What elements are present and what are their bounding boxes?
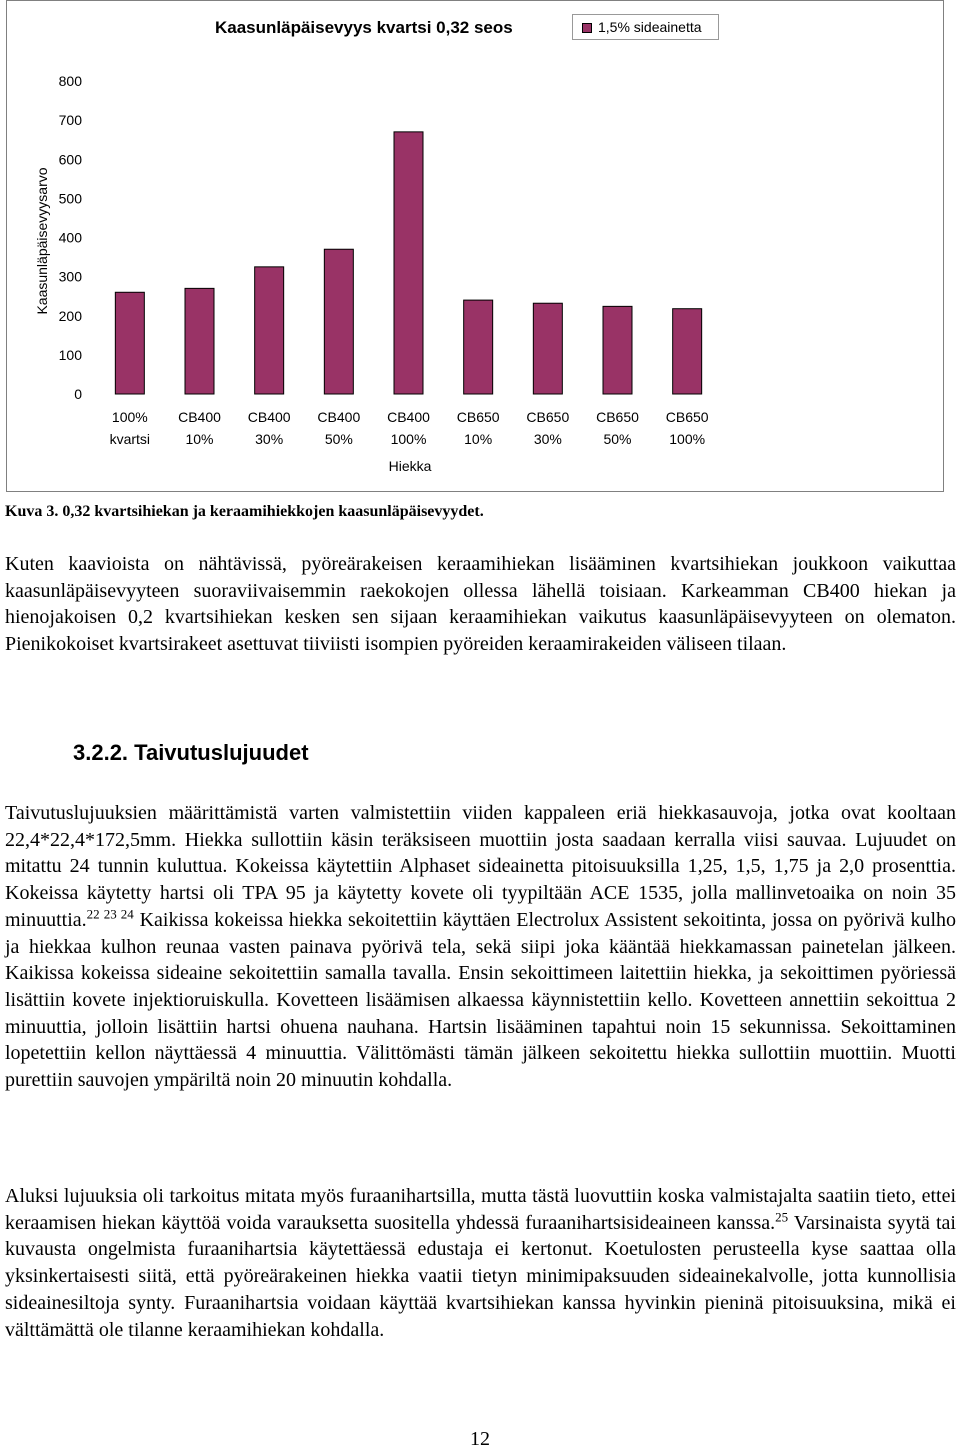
y-tick-label: 500 bbox=[58, 190, 82, 207]
chart-container bbox=[6, 0, 944, 492]
paragraph-3 bbox=[5, 1183, 956, 1343]
paragraph-3-text-a: Aluksi lujuuksia oli tarkoitus mitata myös furaanihartsilla, mutta tästä luovuttiin koska valmistajalta saatiin tieto, ettei keraamisen hiekan käyttöä voida varauksetta suositella yhdessä furaanihartsisideaineen kanssa. bbox=[5, 1185, 956, 1234]
page-number: 12 bbox=[470, 1428, 490, 1450]
chart-title: Kaasunläpäisevyys kvartsi 0,32 seos bbox=[215, 18, 513, 37]
x-category-label: 10% bbox=[464, 431, 493, 447]
x-category-label: CB400 bbox=[387, 409, 430, 425]
paragraph-2-text-a: Taivutuslujuuksien määrittämistä varten valmistettiin viiden kappaleen eriä hiekkasauvoja, jotka ovat kooltaan 22,4*22,4*172,5mm. Hiekka sullottiin käsin teräksiseen muottiin josta saadaan kerralla viisi sauvaa. Lujuudet on mitattu 24 tunnin kuluttua. Kokeissa käytettiin Alphaset sideainetta pitoisuuksilla 1,25, 1,5, 1,75 ja 2,0 prosenttia. Kokeissa käytetty hartsi oli TPA 95 ja käytetty kovete oli tyypiltään ACE 1535, jolla mallinvetoaika on noin 35 minuuttia. bbox=[5, 802, 956, 931]
footnote-refs-22-23-24: 22 23 24 bbox=[86, 906, 134, 922]
bar bbox=[464, 300, 493, 394]
x-axis-title: Hiekka bbox=[388, 458, 432, 474]
x-category-label: 10% bbox=[185, 431, 214, 447]
x-category-label: 30% bbox=[533, 431, 562, 447]
bar bbox=[185, 288, 214, 394]
bar bbox=[394, 132, 423, 394]
y-tick-label: 400 bbox=[58, 229, 82, 246]
x-category-label: CB400 bbox=[317, 409, 361, 425]
y-axis-title: Kaasunläpäisevyysarvo bbox=[34, 167, 50, 315]
x-category-label: 100% bbox=[111, 409, 148, 425]
bar bbox=[255, 267, 284, 394]
y-tick-label: 600 bbox=[58, 151, 82, 168]
paragraph-3-text-b: Varsinaista syytä tai kuvausta ongelmista furaanihartsia käytettäessä edustaja ei kertonut. Koetulosten perusteella kyse saattaa olla yksinkertaisesti siitä, että pyöreärakeinen hiekka vaatii tietyn minimipaksuuden sideainekalvolle, jotta kunnollisia sideainesiltoja synty. Furaanihartsia voidaan käyttää kvartsihiekan kanssa hyvinkin pieninä pitoisuuksina, mikä ei välttämättä ole tilanne keraamihiekan kohdalla. bbox=[5, 1211, 956, 1341]
y-tick-label: 100 bbox=[58, 346, 82, 363]
paragraph-1: Kuten kaavioista on nähtävissä, pyöreärakeisen keraamihiekan lisääminen kvartsihiekan joukkoon vaikuttaa kaasunläpäisevyyteen suoraviivaisemmin raekokojen ollessa lähellä toisiaan. Karkeamman CB400 hiekan ja hienojakoisen 0,2 kvartsihiekan kesken sen sijaan keraamihiekan vaikutus kaasunläpäisevyyteen on olematon. Pienikokoiset kvartsirakeet asettuvat tiiviisti isompien pyöreiden keraamirakeiden väliseen tilaan. bbox=[5, 553, 956, 656]
x-category-label: 50% bbox=[324, 431, 353, 447]
x-category-label: 30% bbox=[255, 431, 284, 447]
bar bbox=[603, 306, 632, 394]
x-category-label: 100% bbox=[390, 431, 427, 447]
bar bbox=[324, 249, 353, 394]
x-category-label: CB400 bbox=[178, 409, 221, 425]
x-category-label: 100% bbox=[669, 431, 706, 447]
x-category-label: CB650 bbox=[596, 409, 639, 425]
bar bbox=[533, 303, 562, 394]
x-category-label: CB650 bbox=[526, 409, 570, 425]
paragraph-2 bbox=[5, 800, 956, 1094]
legend-label: 1,5% sideainetta bbox=[598, 19, 702, 35]
x-category-label: CB650 bbox=[665, 409, 709, 425]
x-category-label: CB400 bbox=[247, 409, 291, 425]
x-category-label: CB650 bbox=[456, 409, 500, 425]
footnote-ref-25: 25 bbox=[775, 1209, 789, 1225]
bar-chart bbox=[7, 1, 945, 493]
figure-caption: Kuva 3. 0,32 kvartsihiekan ja keraamihiekkojen kaasunläpäisevyydet. bbox=[5, 503, 484, 520]
x-category-label: kvartsi bbox=[109, 431, 151, 447]
y-tick-label: 0 bbox=[74, 386, 82, 402]
bar bbox=[673, 309, 702, 394]
y-tick-label: 300 bbox=[58, 268, 82, 285]
y-tick-label: 700 bbox=[58, 112, 82, 129]
x-category-label: 50% bbox=[603, 431, 632, 447]
y-tick-label: 200 bbox=[58, 307, 82, 324]
section-heading: 3.2.2. Taivutuslujuudet bbox=[73, 740, 309, 765]
paragraph-2-text-b: Kaikissa kokeissa hiekka sekoitettiin käyttäen Electrolux Assistent sekoitinta, jossa on pyörivä kulho ja hiekkaa kulhon reunaa vasten painava pyörivä tela, sekä siipi joka kääntää hiekkamassan painetelan jälkeen. Kaikissa kokeissa sideaine sekoitettiin samalla tavalla. Ensin sekoittimeen laitettiin hiekka, ja sekoittimen pyöriessä lisättiin kovete injektioruiskulla. Kovetteen lisäämisen alkaessa käynnistettiin kello. Kovetteen annettiin sekoittua 2 minuuttia, jolloin lisättiin hartsi ohuena nauhana. Hartsin lisääminen tapahtui noin 15 sekunnissa. Sekoittaminen lopetettiin kellon näyttäessä 4 minuuttia. Välittömästi tämän jälkeen sekoitettu hiekka sullottiin muottiin. Muotti purettiin sauvojen ympäriltä noin 20 minuutin kohdalla. bbox=[5, 908, 957, 1092]
bar bbox=[115, 292, 144, 394]
y-tick-label: 800 bbox=[58, 73, 82, 89]
